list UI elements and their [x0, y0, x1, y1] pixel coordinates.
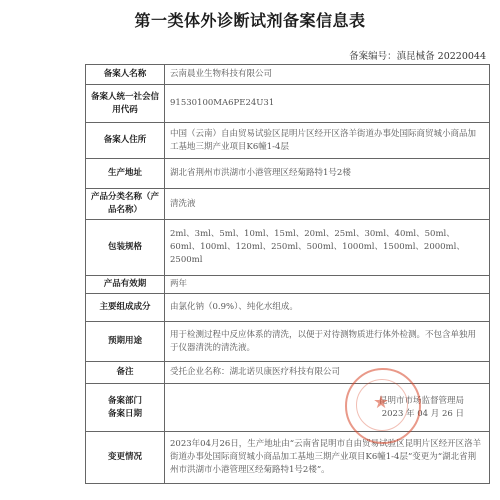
date-label: 备案日期	[107, 408, 142, 419]
table-row	[86, 189, 490, 220]
specs-label: 包装规格	[86, 220, 165, 276]
dept-value: 昆明市市场监督管理局	[378, 395, 464, 406]
change-value: 2023年04月26日，生产地址由“云南省昆明市自由贸易试验区昆明片区经开区洛羊街道办事处国际商贸城小商品加工基地三期产业项目K6幢1-4层”变更为“湖北省荆州市洪湖市小港管理区经菊路特1号2楼”。	[165, 432, 490, 484]
applicant-value: 云南晨业生物科技有限公司	[165, 65, 490, 85]
composition-value: 由氯化钠（0.9%）、纯化水组成。	[165, 294, 490, 322]
page-title: 第一类体外诊断试剂备案信息表	[134, 11, 366, 30]
validity-label: 产品有效期	[86, 276, 165, 294]
table-row	[86, 362, 490, 384]
production-label: 生产地址	[86, 159, 165, 189]
intended-use-label: 预期用途	[86, 322, 165, 362]
table-row	[86, 294, 490, 322]
product-name-value: 清洗液	[165, 189, 490, 220]
remarks-label: 备注	[86, 362, 165, 384]
specs-value: 2ml、3ml、5ml、10ml、15ml、20ml、25ml、30ml、40ml、50ml、60ml、100ml、120ml、250ml、500ml、1000ml、1500ml、2000ml、2500ml	[165, 220, 490, 276]
change-label: 变更情况	[86, 432, 165, 484]
table-row	[86, 220, 490, 276]
table-row	[86, 65, 490, 85]
table-row	[86, 159, 490, 189]
residence-value: 中国（云南）自由贸易试验区昆明片区经开区洛羊街道办事处国际商贸城小商品加工基地三期产业项目K6幢1-4层	[165, 123, 490, 159]
dept-label: 备案部门	[107, 395, 142, 406]
star-icon: ★	[373, 392, 390, 413]
production-value: 湖北省荆州市洪湖市小港管理区经菊路特1号2楼	[165, 159, 490, 189]
credit-code-label: 备案人统一社会信用代码	[86, 85, 165, 123]
credit-code-value: 91530100MA6PE24U31	[165, 85, 490, 123]
remarks-value: 受托企业名称：湖北诺贝康医疗科技有限公司	[165, 362, 490, 384]
product-name-label: 产品分类名称（产品名称）	[86, 189, 165, 220]
table-row	[86, 384, 490, 432]
table-row	[86, 322, 490, 362]
info-table	[85, 64, 490, 484]
table-row	[86, 276, 490, 294]
table-row	[86, 432, 490, 484]
validity-value: 两年	[165, 276, 490, 294]
official-seal	[345, 368, 421, 444]
table-row	[86, 123, 490, 159]
table-row	[86, 85, 490, 123]
record-number: 备案编号：滇昆械备 20220044	[349, 51, 486, 62]
composition-label: 主要组成成分	[86, 294, 165, 322]
date-value: 2023 年 04 月 26 日	[381, 408, 464, 419]
intended-use-value: 用于检测过程中反应体系的清洗，以便于对待测物质进行体外检测。不包含单独用于仪器清洗的清洗液。	[165, 322, 490, 362]
applicant-label: 备案人名称	[86, 65, 165, 85]
residence-label: 备案人住所	[86, 123, 165, 159]
